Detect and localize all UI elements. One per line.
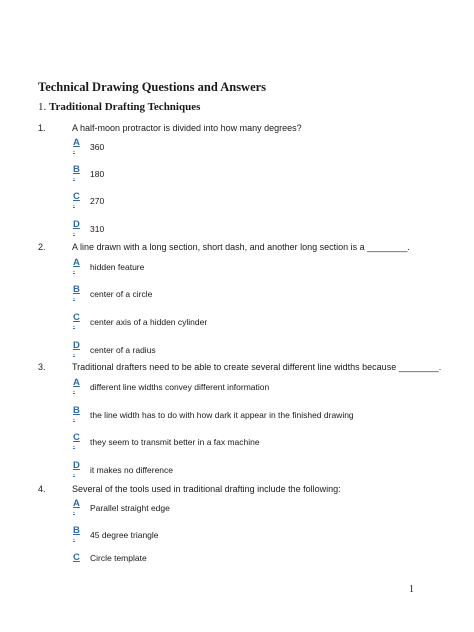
question-number: 3. — [38, 362, 46, 372]
option-d-link[interactable]: D . — [73, 460, 80, 477]
option-c-text: Circle template — [90, 553, 147, 563]
option-c-link[interactable]: C . — [73, 312, 80, 329]
question-text: A line drawn with a long section, short dash, and another long section is a ________. — [72, 242, 410, 252]
question-number: 4. — [38, 484, 46, 494]
question-2 — [38, 242, 410, 252]
page-number: 1 — [409, 584, 414, 595]
option-a-link[interactable]: A . — [73, 498, 80, 515]
option-c-text: center axis of a hidden cylinder — [90, 317, 208, 327]
section-number: 1. — [38, 101, 47, 113]
question-4 — [38, 484, 341, 494]
option-d-link[interactable]: D . — [73, 340, 80, 357]
question-text: Several of the tools used in traditional drafting include the following: — [72, 484, 341, 494]
question-number: 1. — [38, 123, 46, 133]
option-a-text: hidden feature — [90, 262, 145, 272]
question-number: 2. — [38, 242, 46, 252]
option-c-text: 270 — [90, 196, 105, 206]
option-b-link[interactable]: B . — [73, 164, 80, 181]
document-title: Technical Drawing Questions and Answers — [38, 80, 267, 94]
option-b-link[interactable]: B . — [73, 525, 80, 542]
option-d-text: center of a radius — [90, 345, 156, 355]
option-d-link[interactable]: D . — [73, 219, 80, 236]
option-a-link[interactable]: A . — [73, 137, 80, 154]
option-c-text: they seem to transmit better in a fax machine — [90, 437, 260, 447]
option-a-link[interactable]: A . — [73, 377, 80, 394]
option-b-link[interactable]: B . — [73, 405, 80, 422]
question-text: A half-moon protractor is divided into how many degrees? — [72, 123, 302, 133]
question-text: Traditional drafters need to be able to create several different line widths because ________. — [72, 362, 442, 372]
option-d-text: it makes no difference — [90, 465, 173, 475]
option-d-text: 310 — [90, 224, 105, 234]
option-b-link[interactable]: B . — [73, 284, 80, 301]
option-a-text: 360 — [90, 142, 105, 152]
option-c-link[interactable]: C — [73, 552, 80, 563]
option-c-link[interactable]: C . — [73, 191, 80, 208]
question-1 — [38, 123, 302, 133]
section-title: Traditional Drafting Techniques — [49, 101, 201, 113]
option-b-text: 180 — [90, 169, 105, 179]
option-b-text: 45 degree triangle — [90, 530, 159, 540]
option-b-text: the line width has to do with how dark it appear in the finished drawing — [90, 410, 354, 420]
option-a-link[interactable]: A . — [73, 257, 80, 274]
option-a-text: Parallel straight edge — [90, 503, 170, 513]
option-b-text: center of a circle — [90, 289, 153, 299]
option-a-text: different line widths convey different information — [90, 382, 270, 392]
section-heading — [38, 101, 200, 113]
question-3 — [38, 362, 441, 372]
option-c-link[interactable]: C . — [73, 432, 80, 449]
